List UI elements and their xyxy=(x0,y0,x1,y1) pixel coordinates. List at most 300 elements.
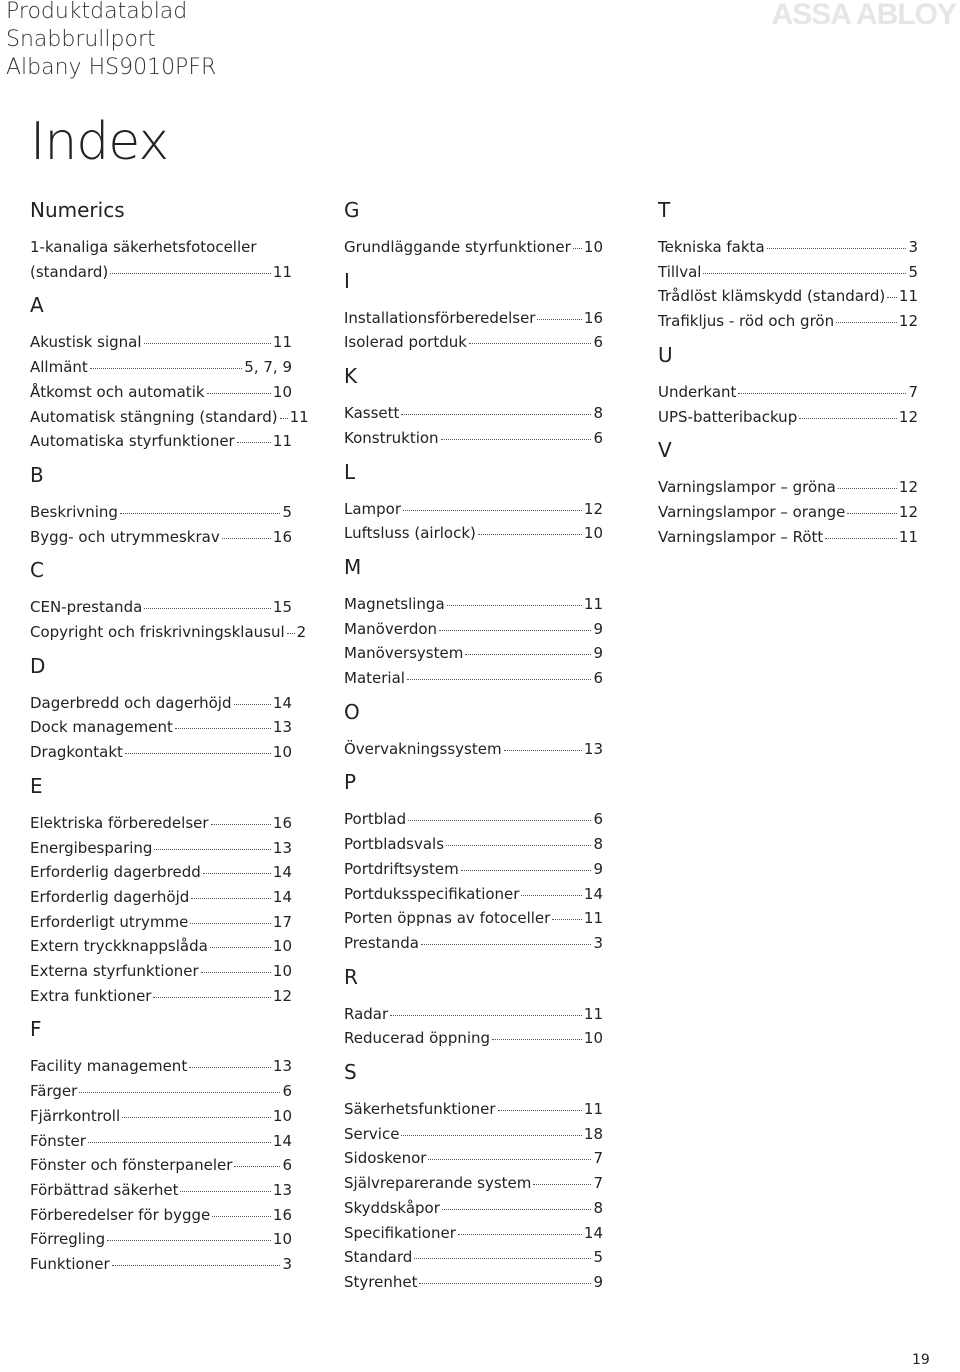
index-section xyxy=(30,558,307,644)
dot-leader xyxy=(234,704,271,705)
entry-page: 12 xyxy=(898,502,918,521)
index-entry xyxy=(30,1054,292,1079)
entry-page: 10 xyxy=(583,1029,603,1048)
section-heading: T xyxy=(658,198,671,222)
dot-leader xyxy=(703,273,906,274)
index-section xyxy=(30,774,292,1009)
entry-label: Manöversystem xyxy=(344,644,464,663)
entry-label: Prestanda xyxy=(344,933,419,952)
section-heading: K xyxy=(344,364,358,389)
entry-page: 14 xyxy=(583,1223,603,1242)
entry-label: Porten öppnas av fotoceller xyxy=(344,909,551,928)
dot-leader xyxy=(390,1015,582,1016)
index-entry xyxy=(30,330,292,355)
dot-leader xyxy=(552,919,582,920)
index-entry xyxy=(344,401,603,426)
header-product-category: Snabbrullport xyxy=(6,27,156,52)
entry-label: Portduksspecifikationer xyxy=(344,884,520,903)
entry-label: Allmänt xyxy=(30,358,88,377)
entry-page: 6 xyxy=(593,669,603,688)
entry-page: 5 xyxy=(593,1248,603,1267)
index-entry xyxy=(344,807,603,832)
index-entry xyxy=(344,235,603,260)
section-heading: P xyxy=(344,770,357,795)
entry-page: 6 xyxy=(593,428,603,447)
index-entry xyxy=(344,330,603,355)
index-entry xyxy=(30,740,292,765)
dot-leader xyxy=(498,1110,582,1111)
index-entry xyxy=(344,1026,603,1051)
dot-leader xyxy=(144,343,271,344)
dot-leader xyxy=(446,845,591,846)
entry-label: Bygg- och utrymmeskrav xyxy=(30,527,220,546)
entry-page: 3 xyxy=(282,1255,292,1274)
entry-page: 14 xyxy=(272,863,292,882)
entry-label: Varningslampor – gröna xyxy=(658,478,836,497)
index-section xyxy=(30,654,292,765)
entry-page: 13 xyxy=(272,1057,292,1076)
entry-page: 13 xyxy=(583,739,603,758)
index-entry xyxy=(344,1270,603,1295)
entry-label: Dagerbredd och dagerhöjd xyxy=(30,693,232,712)
section-heading: B xyxy=(30,462,44,487)
index-entry xyxy=(30,811,292,836)
dot-leader xyxy=(189,1067,271,1068)
index-section xyxy=(344,269,603,355)
index-entry xyxy=(30,405,309,430)
entry-page: 13 xyxy=(272,718,292,737)
entry-page: 12 xyxy=(898,407,918,426)
index-entry xyxy=(658,284,918,309)
index-entry xyxy=(30,1129,292,1154)
index-entry xyxy=(344,857,603,882)
index-entry xyxy=(658,525,918,550)
index-entry xyxy=(344,1196,603,1221)
section-heading: V xyxy=(658,438,672,463)
entry-page: 18 xyxy=(583,1124,603,1143)
dot-leader xyxy=(191,898,271,899)
index-column-2 xyxy=(344,198,603,1295)
entry-page: 9 xyxy=(593,644,603,663)
dot-leader xyxy=(469,343,592,344)
index-section xyxy=(30,463,292,549)
dot-leader xyxy=(439,630,591,631)
dot-leader xyxy=(521,895,581,896)
entry-label: Installationsförberedelser xyxy=(344,308,536,327)
index-entry xyxy=(658,380,918,405)
entry-page: 10 xyxy=(272,937,292,956)
section-heading: I xyxy=(344,268,350,293)
page-title: Index xyxy=(30,112,169,172)
entry-page: 10 xyxy=(272,382,292,401)
index-entry xyxy=(344,882,603,907)
dot-leader xyxy=(407,679,592,680)
entry-page: 7 xyxy=(593,1149,603,1168)
entry-page: 14 xyxy=(272,887,292,906)
dot-leader xyxy=(478,534,582,535)
entry-page: 7 xyxy=(593,1174,603,1193)
index-entry xyxy=(344,497,603,522)
index-entry xyxy=(30,860,292,885)
index-entry xyxy=(30,691,292,716)
index-column-3 xyxy=(658,198,918,549)
entry-label: 1-kanaliga säkerhetsfotoceller xyxy=(30,238,257,256)
entry-page: 7 xyxy=(908,382,918,401)
index-entry xyxy=(30,1079,292,1104)
dot-leader xyxy=(465,654,591,655)
index-entry xyxy=(344,832,603,857)
section-heading: O xyxy=(344,699,360,724)
dot-leader xyxy=(154,849,270,850)
dot-leader xyxy=(414,1258,591,1259)
entry-label: Erforderligt utrymme xyxy=(30,912,189,931)
header-doc-type: Produktdatablad xyxy=(6,0,188,24)
section-heading: S xyxy=(344,1060,357,1085)
entry-label: Varningslampor – Rött xyxy=(658,527,824,546)
entry-page: 9 xyxy=(593,1272,603,1291)
index-entry xyxy=(30,715,292,740)
index-entry xyxy=(30,934,292,959)
index-column-1 xyxy=(30,198,309,1277)
entry-page: 10 xyxy=(272,743,292,762)
entry-page: 17 xyxy=(272,912,292,931)
entry-label: Säkerhetsfunktioner xyxy=(344,1100,496,1119)
dot-leader xyxy=(847,513,897,514)
entry-label: Isolerad portduk xyxy=(344,333,467,352)
dot-leader xyxy=(738,393,906,394)
dot-leader xyxy=(120,513,281,514)
entry-label: Reducerad öppning xyxy=(344,1029,491,1048)
dot-leader xyxy=(825,538,897,539)
index-entry xyxy=(344,617,603,642)
dot-leader xyxy=(280,418,288,419)
dot-leader xyxy=(234,1166,280,1167)
dot-leader xyxy=(88,1142,271,1143)
entry-label: Fönster och fönsterpaneler xyxy=(30,1156,233,1175)
dot-leader xyxy=(573,248,582,249)
index-entry xyxy=(30,1104,292,1129)
entry-label: Tekniska fakta xyxy=(658,238,765,256)
index-section xyxy=(344,555,603,691)
dot-leader xyxy=(237,442,271,443)
entry-page: 11 xyxy=(289,407,309,426)
index-section xyxy=(344,700,603,762)
entry-page: 12 xyxy=(898,478,918,497)
index-entry xyxy=(30,1252,292,1277)
index-entry xyxy=(30,235,292,284)
dot-leader xyxy=(125,753,271,754)
dot-leader xyxy=(533,1184,591,1185)
entry-label: Automatiska styrfunktioner xyxy=(30,432,235,451)
entry-page: 10 xyxy=(272,962,292,981)
entry-page: 6 xyxy=(593,810,603,829)
index-section xyxy=(344,364,603,450)
entry-label: Kassett xyxy=(344,404,400,423)
entry-label: Skyddskåpor xyxy=(344,1198,440,1217)
dot-leader xyxy=(90,368,243,369)
dot-leader xyxy=(401,1135,581,1136)
dot-leader xyxy=(175,728,271,729)
section-heading: Numerics xyxy=(30,198,125,222)
entry-label: Extra funktioner xyxy=(30,986,152,1005)
entry-page: 11 xyxy=(583,1004,603,1023)
entry-label: Konstruktion xyxy=(344,428,439,447)
entry-page: 13 xyxy=(272,838,292,857)
entry-label: Styrenhet xyxy=(344,1272,418,1291)
index-entry xyxy=(344,1245,603,1270)
entry-label: Automatisk stängning (standard) xyxy=(30,407,278,426)
dot-leader xyxy=(153,997,270,998)
section-heading: D xyxy=(30,653,46,678)
document-header xyxy=(6,0,216,82)
entry-label: Förbättrad säkerhet xyxy=(30,1180,179,1199)
index-entry xyxy=(344,426,603,451)
entry-label: Åtkomst och automatik xyxy=(30,382,205,401)
entry-page: 11 xyxy=(272,333,292,352)
index-entry xyxy=(30,1178,292,1203)
index-entry xyxy=(30,1203,292,1228)
entry-page: 3 xyxy=(908,238,918,256)
index-entry xyxy=(344,306,603,331)
index-entry xyxy=(30,959,292,984)
index-entry xyxy=(30,1227,292,1252)
dot-leader xyxy=(210,947,271,948)
index-entry xyxy=(30,620,307,645)
entry-page: 5, 7, 9 xyxy=(244,358,292,377)
dot-leader xyxy=(419,1283,591,1284)
index-section xyxy=(30,198,292,284)
entry-page: 10 xyxy=(272,1230,292,1249)
entry-page: 5 xyxy=(282,502,292,521)
entry-label: Portbladsvals xyxy=(344,835,445,854)
entry-page: 11 xyxy=(272,432,292,451)
dot-leader xyxy=(447,605,582,606)
entry-page: 8 xyxy=(593,404,603,423)
index-entry xyxy=(30,595,292,620)
entry-page: 10 xyxy=(583,524,603,543)
entry-label: UPS-batteribackup xyxy=(658,407,798,426)
page-number: 19 xyxy=(912,1352,930,1368)
entry-page: 14 xyxy=(272,693,292,712)
index-entry xyxy=(658,260,918,285)
entry-page: 6 xyxy=(282,1156,292,1175)
section-heading: E xyxy=(30,773,43,798)
entry-page: 11 xyxy=(898,287,918,306)
index-entry xyxy=(658,309,918,334)
entry-page: 8 xyxy=(593,835,603,854)
section-heading: A xyxy=(30,293,44,318)
entry-label: Luftsluss (airlock) xyxy=(344,524,476,543)
index-entry xyxy=(30,500,292,525)
index-entry xyxy=(30,836,292,861)
dot-leader xyxy=(458,1234,582,1235)
entry-label: Material xyxy=(344,669,405,688)
dot-leader xyxy=(112,1265,281,1266)
entry-label: Elektriska förberedelser xyxy=(30,813,209,832)
entry-label: Dock management xyxy=(30,718,173,737)
entry-label: Copyright och friskrivningsklausul xyxy=(30,623,285,642)
entry-page: 16 xyxy=(583,308,603,327)
index-entry xyxy=(30,885,292,910)
entry-label: Beskrivning xyxy=(30,502,118,521)
entry-page: 3 xyxy=(593,933,603,952)
index-entry xyxy=(30,380,292,405)
dot-leader xyxy=(461,870,592,871)
index-entry xyxy=(658,475,918,500)
entry-label: Erforderlig dagerhöjd xyxy=(30,887,190,906)
entry-label: Funktioner xyxy=(30,1255,110,1274)
index-section xyxy=(658,343,918,429)
index-entry xyxy=(658,235,918,260)
dot-leader xyxy=(408,820,591,821)
entry-page: 2 xyxy=(296,623,307,642)
entry-label: Tillval xyxy=(658,262,702,281)
dot-leader xyxy=(537,319,581,320)
entry-label: Extern tryckknappslåda xyxy=(30,937,208,956)
entry-label: Portblad xyxy=(344,810,407,829)
entry-page: 11 xyxy=(583,909,603,928)
entry-page: 16 xyxy=(272,1205,292,1224)
dot-leader xyxy=(442,1209,592,1210)
index-entry xyxy=(344,931,603,956)
entry-label: Akustisk signal xyxy=(30,333,142,352)
dot-leader xyxy=(144,608,271,609)
entry-label: Manöverdon xyxy=(344,619,438,638)
dot-leader xyxy=(838,488,897,489)
index-section xyxy=(30,293,309,454)
index-section xyxy=(658,198,918,334)
entry-label: Facility management xyxy=(30,1057,188,1076)
index-entry xyxy=(30,355,292,380)
entry-page: 14 xyxy=(272,1131,292,1150)
index-section xyxy=(344,198,603,260)
index-entry xyxy=(344,1221,603,1246)
entry-label: Underkant xyxy=(658,382,737,401)
entry-label: Förberedelser för bygge xyxy=(30,1205,211,1224)
entry-label: Övervakningssystem xyxy=(344,739,502,758)
entry-page: 10 xyxy=(272,1106,292,1125)
index-section xyxy=(30,1017,292,1276)
index-entry xyxy=(344,1097,603,1122)
entry-page: 13 xyxy=(272,1180,292,1199)
index-section xyxy=(658,438,918,549)
index-entry xyxy=(30,1153,292,1178)
index-entry xyxy=(344,737,603,762)
dot-leader xyxy=(79,1092,280,1093)
entry-page: 12 xyxy=(272,986,292,1005)
dot-leader xyxy=(887,297,897,298)
entry-label: Grundläggande styrfunktioner xyxy=(344,238,571,256)
section-heading: F xyxy=(30,1017,42,1042)
index-entry xyxy=(30,525,292,550)
dot-leader xyxy=(441,439,592,440)
entry-label: Förregling xyxy=(30,1230,106,1249)
index-entry xyxy=(344,906,603,931)
index-entry xyxy=(30,429,292,454)
dot-leader xyxy=(287,633,295,634)
entry-label: Externa styrfunktioner xyxy=(30,962,199,981)
dot-leader xyxy=(222,538,271,539)
index-entry xyxy=(658,405,918,430)
dot-leader xyxy=(403,510,582,511)
entry-page: 14 xyxy=(583,884,603,903)
section-heading: R xyxy=(344,964,358,989)
entry-label: Trådlöst klämskydd (standard) xyxy=(658,287,886,306)
dot-leader xyxy=(428,1159,591,1160)
dot-leader xyxy=(211,824,271,825)
index-entry xyxy=(344,1122,603,1147)
dot-leader xyxy=(767,248,907,249)
entry-label: CEN-prestanda xyxy=(30,598,143,617)
entry-page: 9 xyxy=(593,859,603,878)
index-entry xyxy=(658,500,918,525)
entry-label: Magnetslinga xyxy=(344,594,445,613)
index-entry xyxy=(344,1002,603,1027)
entry-label-continued: (standard) xyxy=(30,262,109,281)
entry-label: Färger xyxy=(30,1082,78,1101)
dot-leader xyxy=(201,972,271,973)
dot-leader xyxy=(212,1216,271,1217)
section-heading: G xyxy=(344,198,360,222)
dot-leader xyxy=(799,418,897,419)
entry-page: 11 xyxy=(898,527,918,546)
dot-leader xyxy=(122,1117,271,1118)
index-entry xyxy=(344,1146,603,1171)
entry-label: Specifikationer xyxy=(344,1223,456,1242)
entry-page: 12 xyxy=(583,499,603,518)
entry-page: 11 xyxy=(583,594,603,613)
index-entry xyxy=(344,1171,603,1196)
entry-label: Fönster xyxy=(30,1131,86,1150)
entry-label: Trafikljus - röd och grön xyxy=(658,312,835,331)
entry-label: Radar xyxy=(344,1004,389,1023)
dot-leader xyxy=(107,1240,271,1241)
entry-label: Energibesparing xyxy=(30,838,153,857)
entry-page: 12 xyxy=(898,312,918,331)
entry-page: 5 xyxy=(908,262,918,281)
index-section xyxy=(344,460,603,546)
dot-leader xyxy=(180,1191,270,1192)
dot-leader xyxy=(836,322,897,323)
index-section xyxy=(344,1060,603,1295)
dot-leader xyxy=(401,414,591,415)
entry-label: Varningslampor – orange xyxy=(658,502,846,521)
entry-label: Standard xyxy=(344,1248,413,1267)
index-entry xyxy=(344,521,603,546)
dot-leader xyxy=(190,923,271,924)
dot-leader xyxy=(203,873,271,874)
entry-label: Erforderlig dagerbredd xyxy=(30,863,201,882)
assa-abloy-logo: ASSA ABLOY xyxy=(771,0,956,31)
entry-page: 10 xyxy=(583,238,603,256)
section-heading: L xyxy=(344,459,356,484)
index-entry xyxy=(30,984,292,1009)
dot-leader xyxy=(421,944,591,945)
section-heading: M xyxy=(344,554,362,579)
dot-leader xyxy=(207,393,271,394)
index-entry xyxy=(30,910,292,935)
header-product-name: Albany HS9010PFR xyxy=(6,55,217,80)
entry-label: Lampor xyxy=(344,499,402,518)
section-heading: U xyxy=(658,342,673,367)
entry-label: Service xyxy=(344,1124,400,1143)
entry-label: Självreparerande system xyxy=(344,1174,532,1193)
entry-page: 11 xyxy=(272,262,292,281)
index-section xyxy=(344,770,603,955)
entry-page: 9 xyxy=(593,619,603,638)
entry-page: 6 xyxy=(593,333,603,352)
index-entry xyxy=(344,641,603,666)
